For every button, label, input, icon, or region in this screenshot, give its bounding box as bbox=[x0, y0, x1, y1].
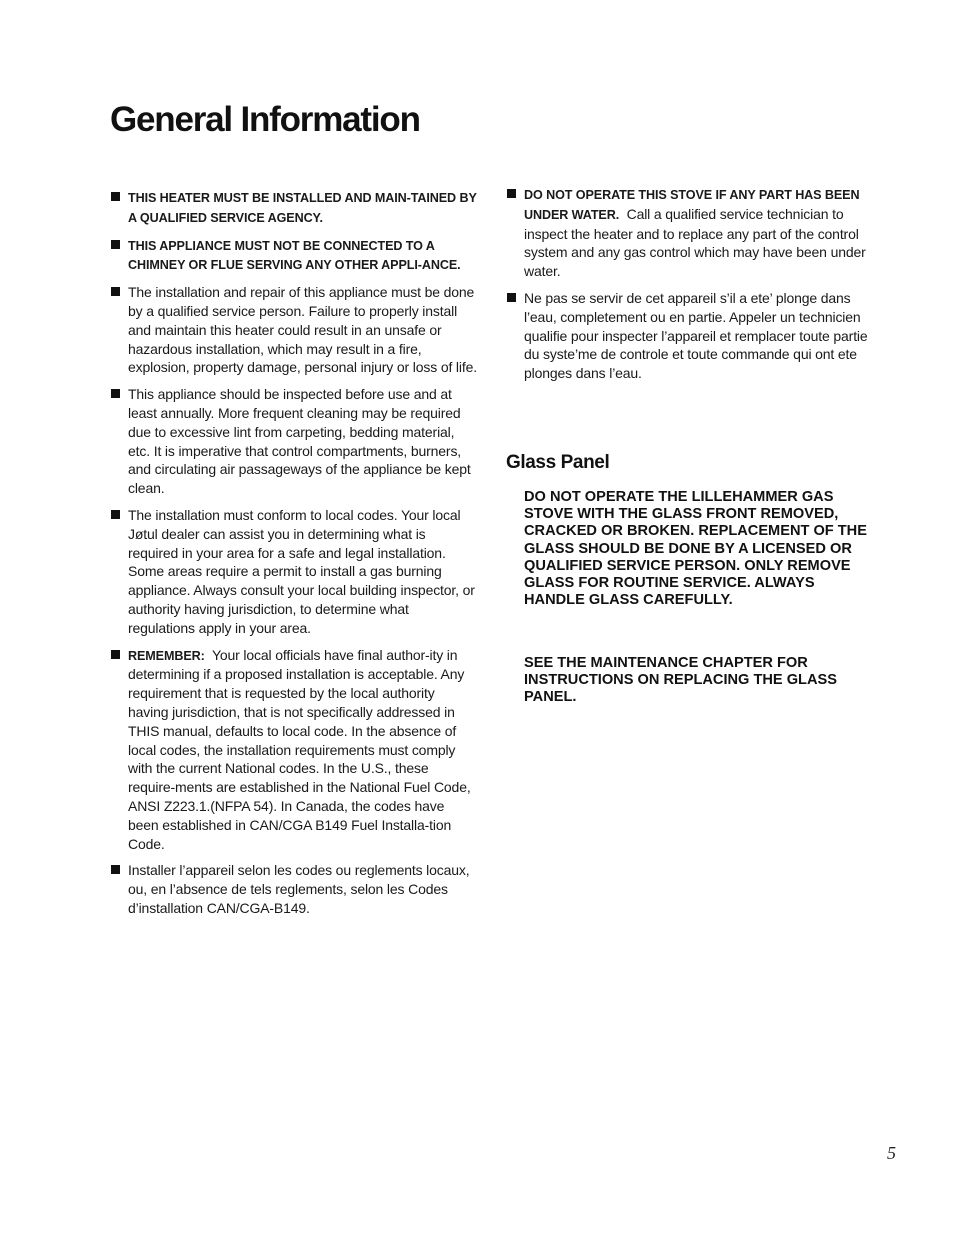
item-lead: THIS APPLIANCE MUST NOT BE CONNECTED TO A CHIMNEY OR FLUE SERVING ANY OTHER APPLI-ANCE. bbox=[128, 238, 461, 273]
glass-panel-heading: Glass Panel bbox=[506, 452, 610, 473]
item-lead: DO NOT OPERATE THIS STOVE IF ANY PART HAS BEEN UNDER WATER. bbox=[524, 188, 860, 222]
item-text: Ne pas se servir de cet appareil s’il a ete’ plonge dans l’eau, completement ou en partie. Appeler un technicien qualifie pour inspecter l’appareil et remplacer toute partie du syste’me de controle et toute commande qui ont ete plonges dans l’eau. bbox=[524, 289, 868, 382]
item-text: This appliance should be inspected before use and at least annually. More frequent cleaning may be required due to excessive lint from carpeting, bedding material, etc. It is imperative that control compartments, burners, and circulating air passageways of the appliance be kept clean. bbox=[128, 386, 471, 497]
page-title: General Information bbox=[110, 100, 420, 139]
list-item bbox=[110, 506, 478, 638]
maintenance-note: SEE THE MAINTENANCE CHAPTER FOR INSTRUCTIONS ON REPLACING THE GLASS PANEL. bbox=[524, 655, 837, 706]
glass-warning: DO NOT OPERATE THE LILLEHAMMER GAS STOVE WITH THE GLASS FRONT REMOVED, CRACKED OR BROKEN. REPLACEMENT OF THE GLASS SHOULD BE DONE BY A LICENSED OR QUALIFIED SERVICE PERSON. ONLY REMOVE GLASS FOR ROUTINE SERVICE. ALWAYS HANDLE GLASS CAREFULLY. bbox=[524, 489, 867, 609]
item-lead: THIS HEATER MUST BE INSTALLED AND MAIN-TAINED BY A QUALIFIED SERVICE AGENCY. bbox=[128, 191, 477, 225]
left-column bbox=[110, 188, 478, 926]
list-item bbox=[110, 188, 478, 228]
list-item bbox=[110, 861, 478, 917]
list-item bbox=[110, 646, 478, 854]
item-text: The installation must conform to local codes. Your local Jøtul dealer can assist you in determining what is required in your area for a safe and legal installation. Some areas require a permit to install a gas burning appliance. Always consult your local building inspector, or authority having jurisdiction, to determine what regulations apply in your area. bbox=[128, 506, 475, 636]
page-number: 5 bbox=[887, 1143, 896, 1163]
list-item bbox=[110, 385, 478, 498]
item-text: The installation and repair of this appliance must be done by a qualified service person. Failure to properly install and maintain this heater could result in an unsafe or hazardous installation, which may result in a fire, explosion, property damage, personal injury or loss of life. bbox=[128, 284, 477, 376]
list-item bbox=[110, 236, 478, 276]
item-text: Your local officials have final author-ity in determining if a proposed installation is acceptable. Any requirement that is requested by the local authority having jurisdiction, that is not specifically addressed in THIS manual, defaults to local code. In the absence of local codes, the installation requirements must comply with the current National codes. In the U.S., these require-ments are established in the National Fuel Code, ANSI Z223.1.(NFPA 54). In Canada, the codes have been established in CAN/CGA B149 Fuel Installa-tion Code. bbox=[128, 646, 471, 852]
item-text: Installer l’appareil selon les codes ou reglements locaux, ou, en l’absence de tels reglements, selon les Codes d’installation CAN/CGA-B149. bbox=[128, 862, 470, 916]
list-item bbox=[110, 283, 478, 377]
right-column bbox=[506, 185, 872, 391]
item-text: Call a qualified service technician to inspect the heater and to replace any part of the control system and any gas control which may have been under water. bbox=[524, 205, 866, 280]
item-lead: REMEMBER: bbox=[128, 648, 205, 663]
list-item bbox=[506, 185, 872, 281]
list-item bbox=[506, 289, 872, 383]
